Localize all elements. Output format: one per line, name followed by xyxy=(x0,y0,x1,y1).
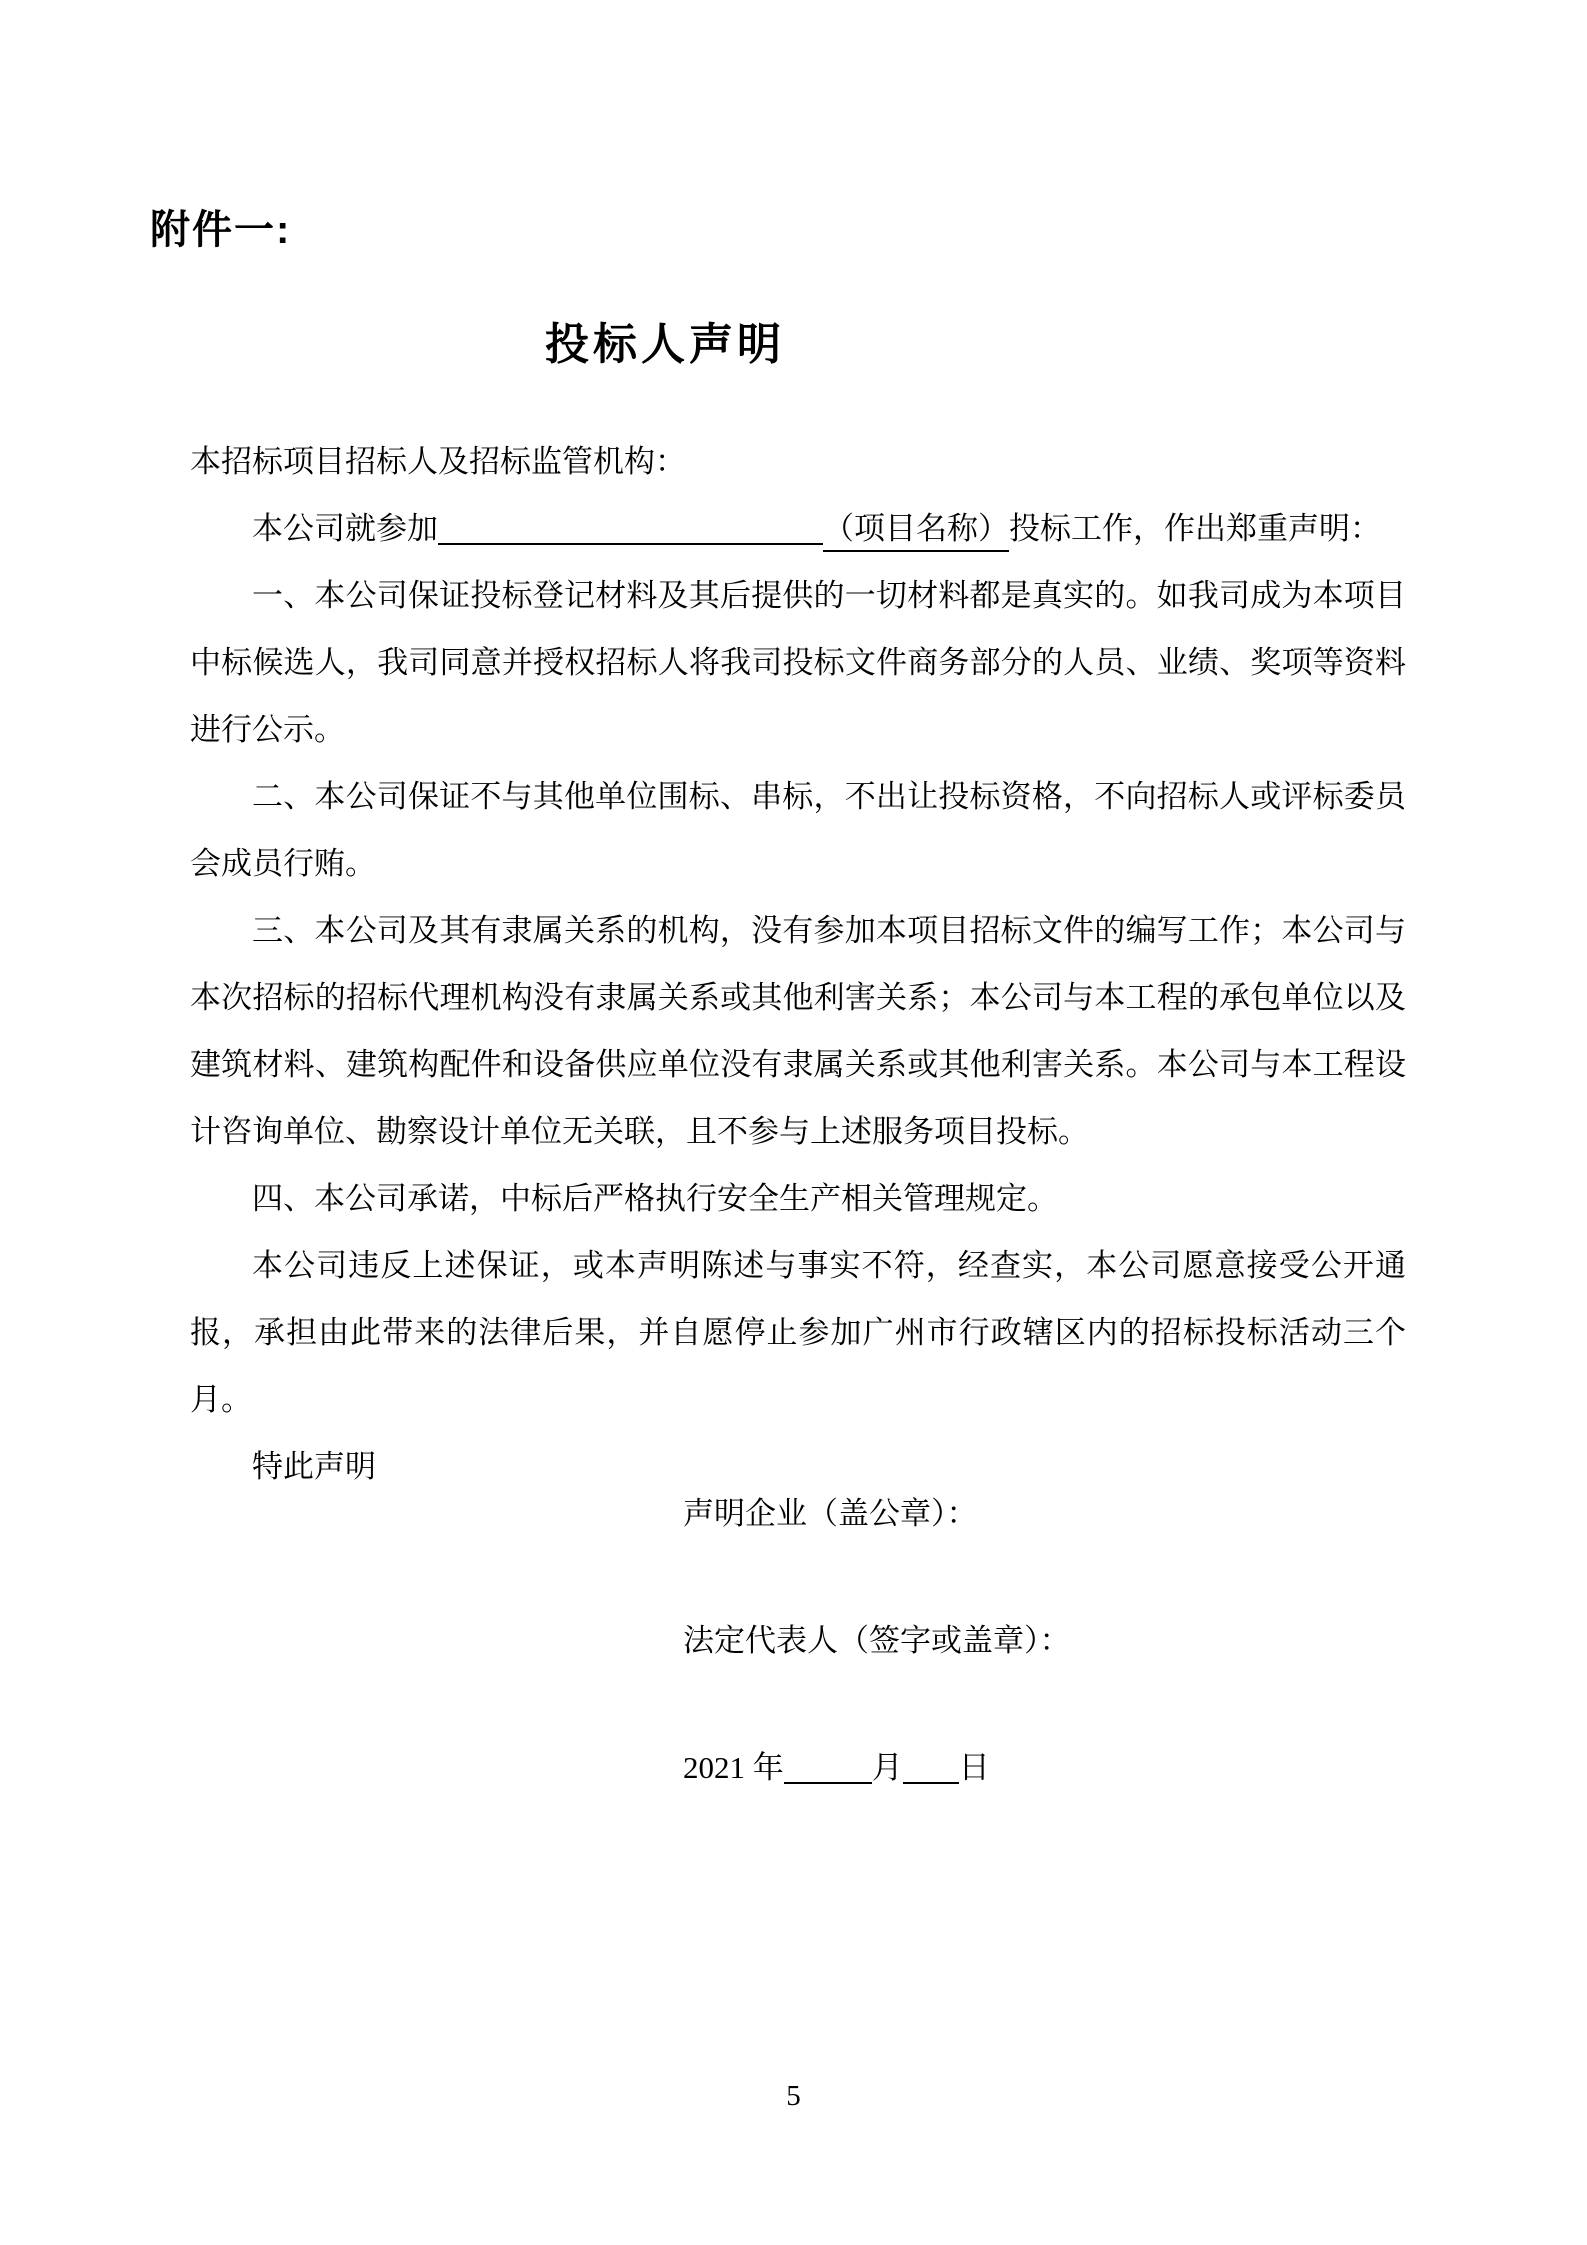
signature-date-line xyxy=(683,1734,1071,1801)
project-name-blank-field xyxy=(438,513,823,545)
attachment-label: 附件一: xyxy=(150,208,292,252)
closing-statement: 特此声明 xyxy=(252,1449,376,1484)
salutation-line: 本招标项目招标人及招标监管机构： xyxy=(190,444,686,479)
participation-prefix: 本公司就参加 xyxy=(252,511,438,546)
document-title: 投标人声明 xyxy=(545,320,785,369)
date-month-blank-field xyxy=(784,1752,872,1784)
document-body xyxy=(190,428,1406,1500)
date-day-label: 日 xyxy=(958,1750,990,1785)
paragraph-3: 三、本公司及其有隶属关系的机构，没有参加本项目招标文件的编写工作；本公司与本次招标的招标代理机构没有隶属关系或其他利害关系；本公司与本工程的承包单位以及建筑材料、建筑构配件和设备供应单位没有隶属关系或其他利害关系。本公司与本工程设计咨询单位、勘察设计单位无关联，且不参与上述服务项目投标。 xyxy=(190,913,1406,1149)
paragraph-2: 二、本公司保证不与其他单位围标、串标，不出让投标资格，不向招标人或评标委员会成员行贿。 xyxy=(190,779,1406,881)
date-year-label: 2021 年 xyxy=(683,1750,784,1785)
document-title-row xyxy=(0,308,1330,372)
signature-representative-line: 法定代表人（签字或盖章）： xyxy=(683,1623,1071,1658)
signature-company-line: 声明企业（盖公章）： xyxy=(683,1496,978,1531)
paragraph-1: 一、本公司保证投标登记材料及其后提供的一切材料都是真实的。如我司成为本项目中标候选人，我司同意并授权招标人将我司投标文件商务部分的人员、业绩、奖项等资料进行公示。 xyxy=(190,578,1406,747)
signature-block xyxy=(683,1480,1071,1861)
page-number: 5 xyxy=(786,2080,801,2112)
paragraph-4: 四、本公司承诺，中标后严格执行安全生产相关管理规定。 xyxy=(252,1181,1058,1216)
date-month-label: 月 xyxy=(871,1750,903,1785)
project-name-label: （项目名称） xyxy=(823,511,1009,552)
participation-line xyxy=(190,495,1406,562)
date-day-blank-field xyxy=(903,1752,959,1784)
participation-suffix: 投标工作，作出郑重声明： xyxy=(1009,511,1381,546)
paragraph-5: 本公司违反上述保证，或本声明陈述与事实不符，经查实，本公司愿意接受公开通报，承担由此带来的法律后果，并自愿停止参加广州市行政辖区内的招标投标活动三个月。 xyxy=(190,1248,1406,1417)
